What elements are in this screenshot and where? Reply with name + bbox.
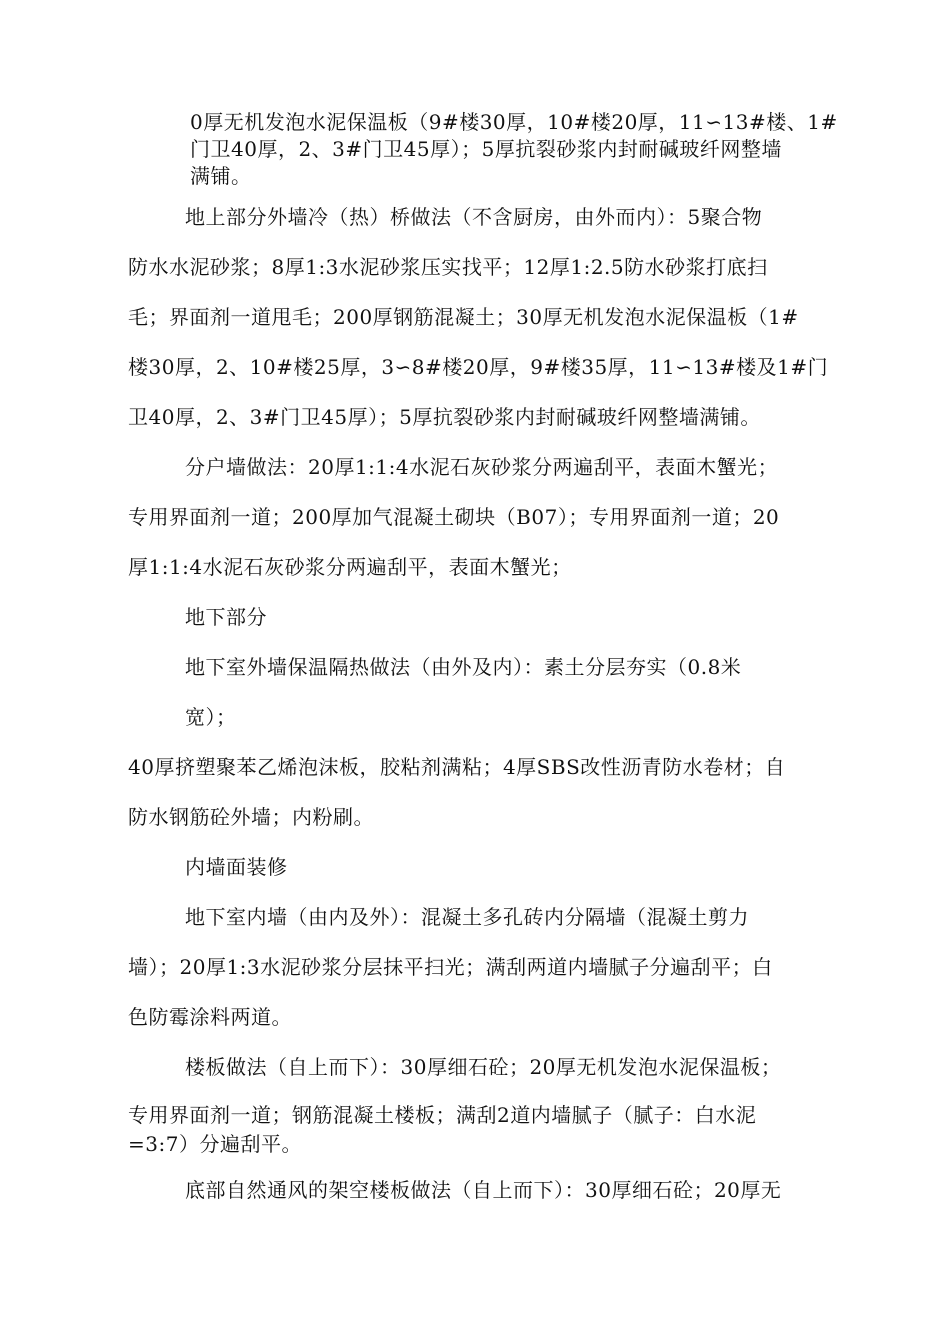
text-line: 地上部分外墙冷（热）桥做法（不含厨房，由外而内）：5聚合物 xyxy=(185,205,763,229)
text-line: 色防霉涂料两道。 xyxy=(128,1005,292,1029)
text-line: 宽）； xyxy=(185,705,237,729)
text-line: 分户墙做法：20厚1:1:4水泥石灰砂浆分两遍刮平，表面木蟹光； xyxy=(185,455,779,479)
text-line: 地下室内墙（由内及外）：混凝土多孔砖内分隔墙（混凝土剪力 xyxy=(185,905,749,929)
text-line: 满铺。 xyxy=(190,164,252,188)
text-line: 防水钢筋砼外墙；内粉刷。 xyxy=(128,805,374,829)
section-heading: 地下部分 xyxy=(185,605,267,629)
section-heading: 内墙面装修 xyxy=(185,855,288,879)
text-line: 卫40厚，2、3#门卫45厚）；5厚抗裂砂浆内封耐碱玻纤网整墙满铺。 xyxy=(128,405,761,429)
text-line: 厚1:1:4水泥石灰砂浆分两遍刮平，表面木蟹光； xyxy=(128,555,572,579)
text-line: 门卫40厚，2、3#门卫45厚）；5厚抗裂砂浆内封耐碱玻纤网整墙 xyxy=(190,137,782,161)
text-line: 底部自然通风的架空楼板做法（自上而下）：30厚细石砼；20厚无 xyxy=(185,1178,782,1202)
text-line: 专用界面剂一道；200厚加气混凝土砌块（B07）；专用界面剂一道；20 xyxy=(128,505,780,529)
text-line: 防水水泥砂浆；8厚1:3水泥砂浆压实找平；12厚1:2.5防水砂浆打底扫 xyxy=(128,255,768,279)
text-line: 毛；界面剂一道甩毛；200厚钢筋混凝土；30厚无机发泡水泥保温板（1# xyxy=(128,305,799,329)
text-line: 墙）；20厚1:3水泥砂浆分层抹平扫光；满刮两道内墙腻子分遍刮平；白 xyxy=(128,955,773,979)
text-line: 0厚无机发泡水泥保温板（9#楼30厚，10#楼20厚，11∽13#楼、1# xyxy=(190,110,838,134)
text-line: 40厚挤塑聚苯乙烯泡沫板，胶粘剂满粘；4厚SBS改性沥青防水卷材；自 xyxy=(128,755,786,779)
text-line: 楼板做法（自上而下）：30厚细石砼；20厚无机发泡水泥保温板； xyxy=(185,1055,782,1079)
text-line: 地下室外墙保温隔热做法（由外及内）：素土分层夯实（0.8米 xyxy=(185,655,742,679)
text-line: 专用界面剂一道；钢筋混凝土楼板；满刮2道内墙腻子（腻子：白水泥 xyxy=(128,1103,757,1127)
text-line: 楼30厚，2、10#楼25厚，3∽8#楼20厚，9#楼35厚，11∽13#楼及1#门 xyxy=(128,355,829,379)
text-line: =3:7）分遍刮平。 xyxy=(128,1132,302,1156)
